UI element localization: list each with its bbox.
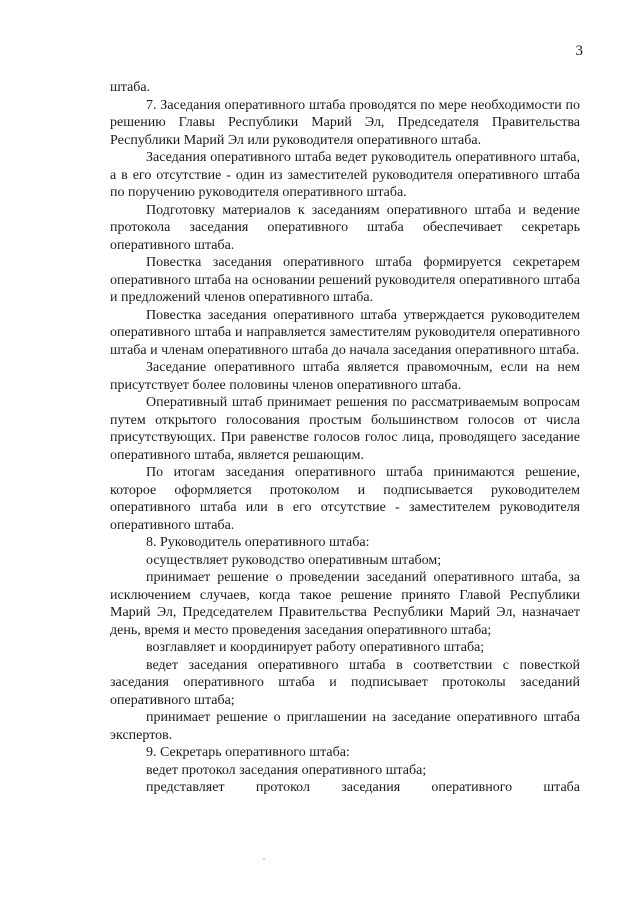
paragraph: По итогам заседания оперативного штаба принимаются решение, которое оформляется протоколом и подписывается руководителем оперативного штаба или в его отсутствие - заместителем руководителя оперативного штаба.: [110, 465, 580, 533]
paragraph: представляет протокол заседания оперативного штаба: [146, 780, 580, 795]
paragraph: ведет протокол заседания оперативного штаба;: [146, 762, 427, 778]
paragraph: Повестка заседания оперативного штаба утверждается руководителем оперативного штаба и направляется заместителям руководителя оперативного штаба и членам оперативного штаба до начала заседания оперативного штаба.: [110, 307, 580, 358]
paragraph: принимает решение о приглашении на заседание оперативного штаба экспертов.: [110, 710, 580, 743]
paragraph: принимает решение о проведении заседаний оперативного штаба, за исключением случаев, когда такое решение принято Главой Республики Марий Эл, Председателем Правительства Республики Марий Эл, назначает день, время и место проведения заседания оперативного штаба;: [110, 570, 580, 638]
paragraph: ведет заседания оперативного штаба в соответствии с повесткой заседания оперативного штаба и подписывает протоколы заседаний оперативного штаба;: [110, 657, 580, 708]
paragraph: Заседания оперативного штаба ведет руководитель оперативного штаба, а в его отсутствие - один из заместителей руководителя оперативного штаба по поручению руководителя оперативного штаба.: [110, 150, 580, 200]
paragraph: 9. Секретарь оперативного штаба:: [146, 745, 350, 760]
scan-speck: [263, 858, 265, 860]
paragraph: Повестка заседания оперативного штаба формируется секретарем оперативного штаба на основании решений руководителя оперативного штаба и предложений членов оперативного штаба.: [110, 255, 580, 305]
document-body: [110, 79, 580, 797]
paragraph: Подготовку материалов к заседаниям оперативного штаба и ведение протокола заседания оперативного штаба обеспечивает секретарь оперативного штаба.: [110, 202, 580, 253]
paragraph: Оперативный штаб принимает решения по рассматриваемым вопросам путем открытого голосования простым большинством голосов от числа присутствующих. При равенстве голосов голос лица, проводящего заседание оперативного штаба, является решающим.: [110, 395, 580, 463]
paragraph: штаба.: [110, 80, 151, 95]
page-number: 3: [575, 43, 583, 59]
paragraph: осуществляет руководство оперативным штабом;: [146, 552, 442, 568]
paragraph: возглавляет и координирует работу оперативного штаба;: [146, 640, 485, 655]
paragraph: Заседание оперативного штаба является правомочным, если на нем присутствует более половины членов оперативного штаба.: [110, 360, 580, 393]
paragraph: 8. Руководитель оперативного штаба:: [146, 535, 370, 550]
paragraph: 7. Заседания оперативного штаба проводятся по мере необходимости по решению Главы Республики Марий Эл, Председателя Правительства Республики Марий Эл или руководителя оперативного штаба.: [110, 97, 580, 148]
